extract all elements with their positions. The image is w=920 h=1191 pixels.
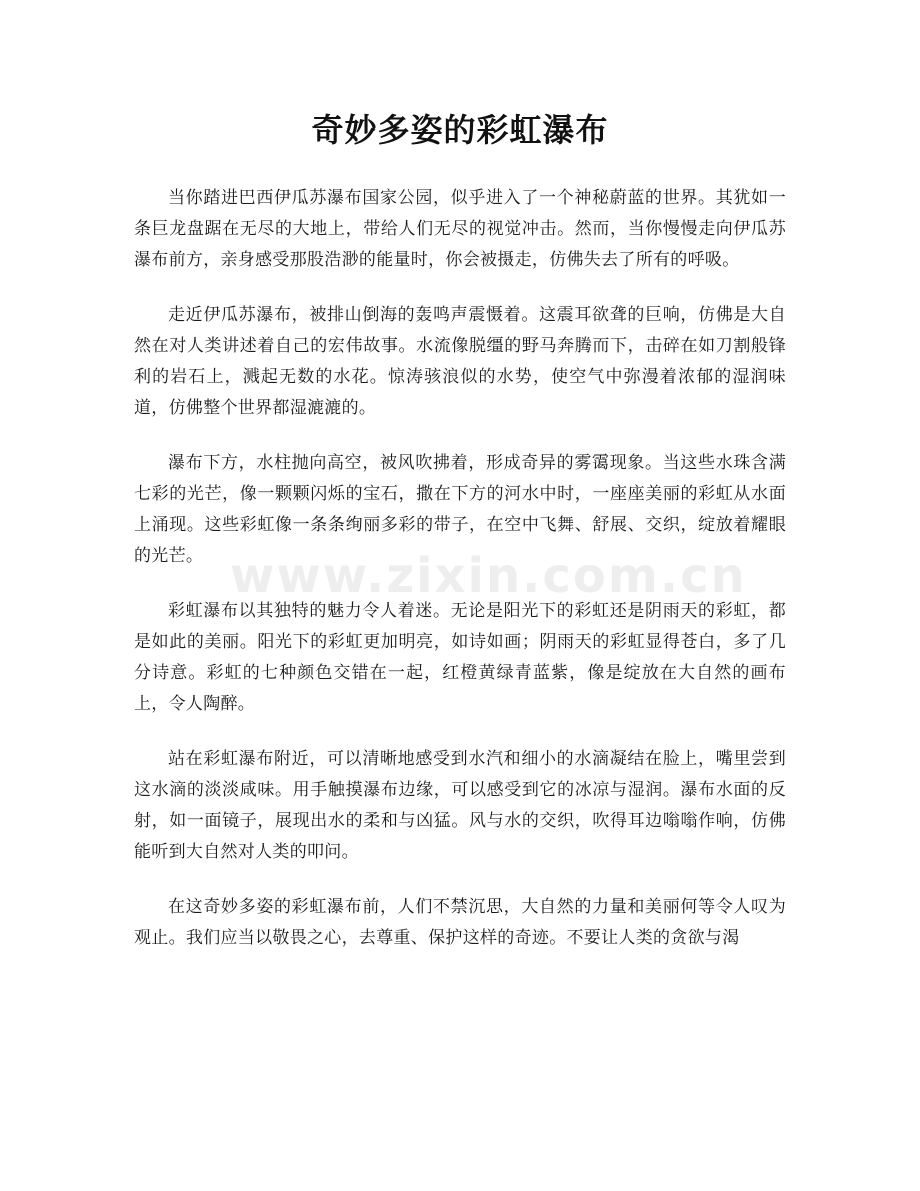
paragraph: 彩虹瀑布以其独特的魅力令人着迷。无论是阳光下的彩虹还是阴雨天的彩虹，都是如此的美丽。阳光下的彩虹更加明亮，如诗如画；阴雨天的彩虹显得苍白，多了几分诗意。彩虹的七种颜色交错在一起，红橙黄绿青蓝紫，像是绽放在大自然的画布上，令人陶醉。	[134, 601, 786, 714]
watermark: www.zixin.com.cn	[230, 548, 747, 604]
paragraph: 瀑布下方，水柱抛向高空，被风吹拂着，形成奇异的雾霭现象。当这些水珠含满七彩的光芒，像一颗颗闪烁的宝石，撒在下方的河水中时，一座座美丽的彩虹从水面上涌现。这些彩虹像一条条绚丽多彩的带子，在空中飞舞、舒展、交织，绽放着耀眼的光芒。	[134, 453, 786, 566]
document-title: 奇妙多姿的彩虹瀑布	[311, 111, 609, 149]
paragraph: 在这奇妙多姿的彩虹瀑布前，人们不禁沉思，大自然的力量和美丽何等令人叹为观止。我们应当以敬畏之心，去尊重、保护这样的奇迹。不要让人类的贪欲与渴	[134, 897, 786, 948]
document-body	[134, 183, 786, 978]
paragraph: 当你踏进巴西伊瓜苏瀑布国家公园，似乎进入了一个神秘蔚蓝的世界。其犹如一条巨龙盘踞在无尽的大地上，带给人们无尽的视觉冲击。然而，当你慢慢走向伊瓜苏瀑布前方，亲身感受那股浩渺的能量时，你会被摄走，仿佛失去了所有的呼吸。	[134, 188, 786, 270]
paragraph: 走近伊瓜苏瀑布，被排山倒海的轰鸣声震慑着。这震耳欲聋的巨响，仿佛是大自然在对人类讲述着自己的宏伟故事。水流像脱缰的野马奔腾而下，击碎在如刀割般锋利的岩石上，溅起无数的水花。惊涛骇浪似的水势，使空气中弥漫着浓郁的湿润味道，仿佛整个世界都湿漉漉的。	[134, 305, 786, 418]
paragraph: 站在彩虹瀑布附近，可以清晰地感受到水汽和细小的水滴凝结在脸上，嘴里尝到这水滴的淡淡咸味。用手触摸瀑布边缘，可以感受到它的冰凉与湿润。瀑布水面的反射，如一面镜子，展现出水的柔和与凶猛。风与水的交织，吹得耳边嗡嗡作响，仿佛能听到大自然对人类的叩问。	[134, 749, 786, 862]
